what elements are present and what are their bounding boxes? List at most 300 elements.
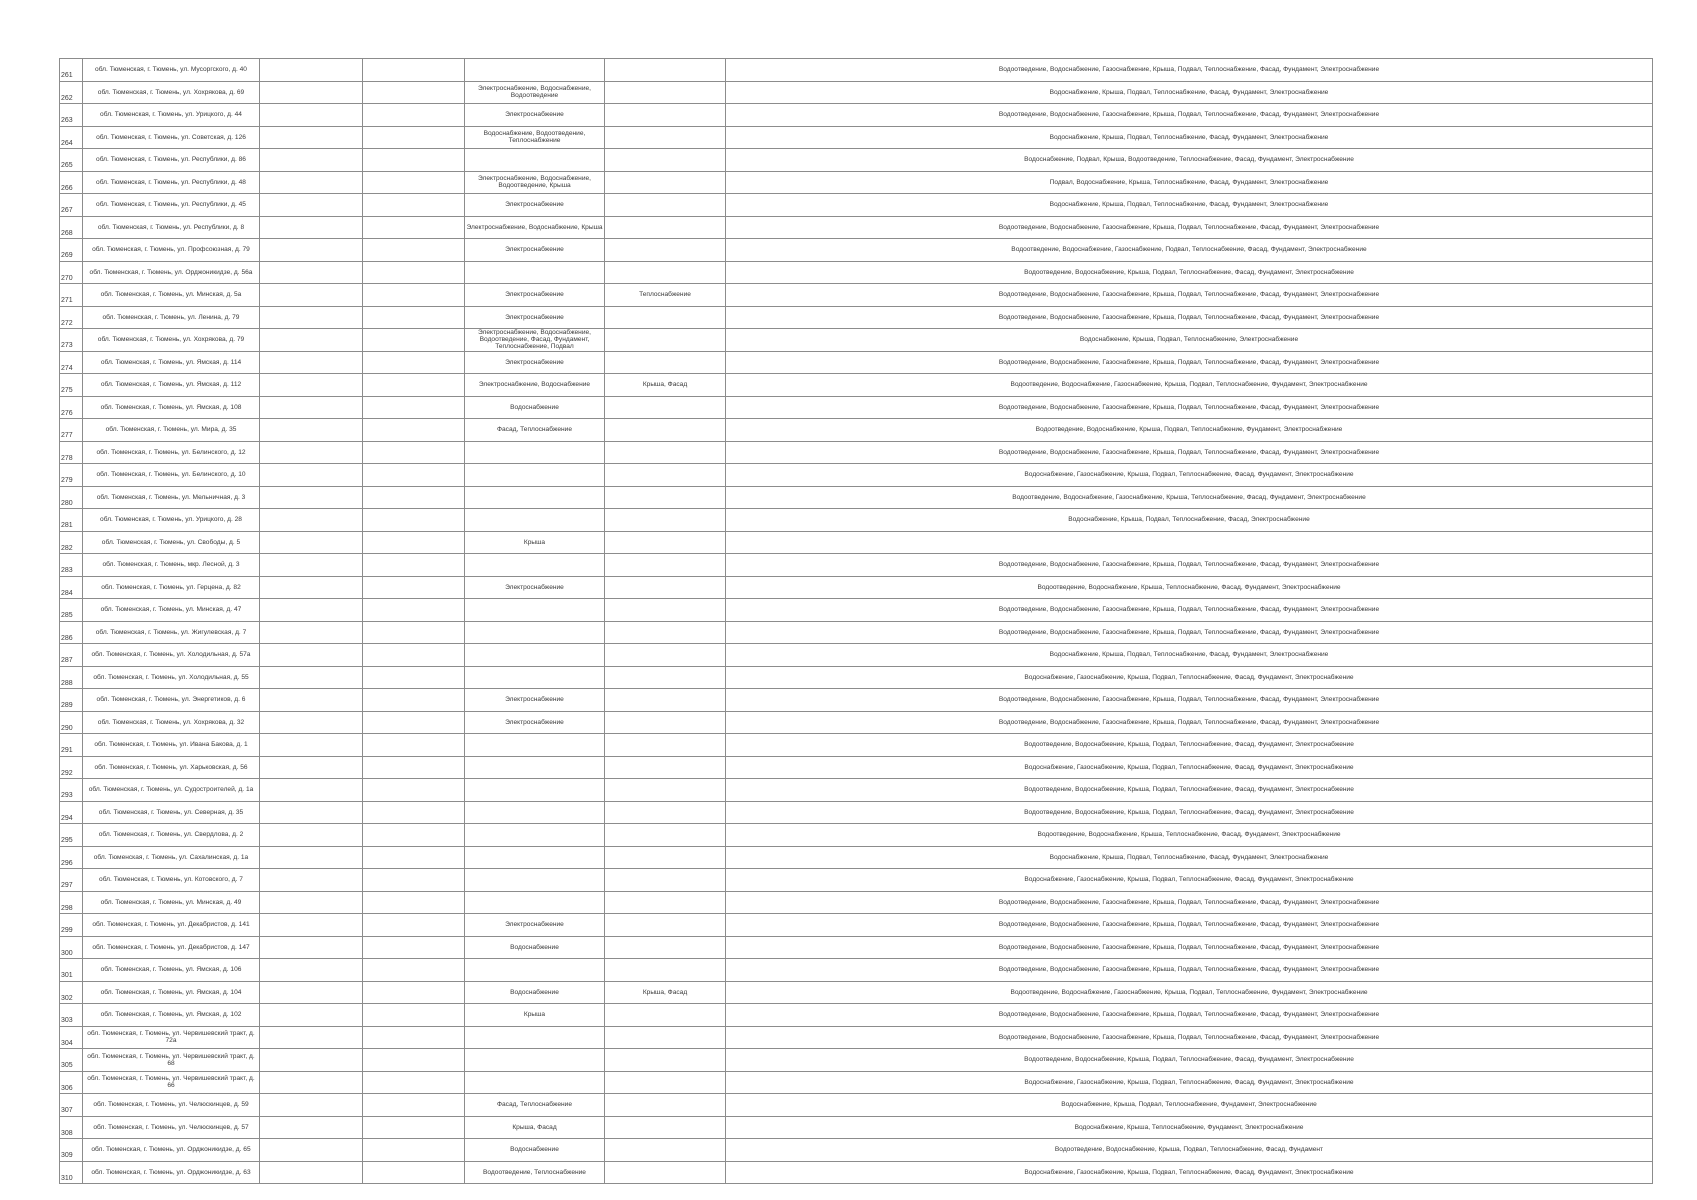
work-types-cell: Водоотведение, Водоснабжение, Крыша, Подвал, Теплоснабжение, Фасад, Фундамент, Электроснабжение — [726, 734, 1653, 757]
address-cell: обл. Тюменская, г. Тюмень, ул. Червишевский тракт, д. 72а — [83, 1026, 260, 1049]
column-3-cell — [260, 981, 363, 1004]
table-row — [60, 599, 1653, 622]
work-types-cell: Водоснабжение, Газоснабжение, Крыша, Подвал, Теплоснабжение, Фасад, Фундамент, Электроснабжение — [726, 869, 1653, 892]
column-5-cell: Электроснабжение — [465, 239, 605, 262]
address-cell: обл. Тюменская, г. Тюмень, ул. Челюскинцев, д. 57 — [83, 1116, 260, 1139]
column-6-cell — [605, 306, 726, 329]
row-number-cell: 291 — [60, 734, 83, 757]
row-number-cell: 283 — [60, 554, 83, 577]
row-number-cell: 274 — [60, 351, 83, 374]
column-6-cell — [605, 261, 726, 284]
column-5-cell — [465, 824, 605, 847]
column-4-cell — [363, 306, 465, 329]
table-row — [60, 126, 1653, 149]
column-6-cell — [605, 81, 726, 104]
row-number-cell: 277 — [60, 419, 83, 442]
column-3-cell — [260, 261, 363, 284]
column-5-cell: Электроснабжение, Водоснабжение — [465, 374, 605, 397]
column-4-cell — [363, 1049, 465, 1072]
column-4-cell — [363, 149, 465, 172]
table-row — [60, 239, 1653, 262]
row-number-cell: 293 — [60, 779, 83, 802]
column-6-cell — [605, 711, 726, 734]
column-4-cell — [363, 419, 465, 442]
table-row — [60, 1116, 1653, 1139]
column-6-cell — [605, 576, 726, 599]
table-row — [60, 801, 1653, 824]
table-row — [60, 171, 1653, 194]
address-cell: обл. Тюменская, г. Тюмень, ул. Холодильная, д. 55 — [83, 666, 260, 689]
column-4-cell — [363, 284, 465, 307]
work-types-cell: Водоотведение, Водоснабжение, Газоснабжение, Крыша, Подвал, Теплоснабжение, Фасад, Фундамент, Электроснабжение — [726, 104, 1653, 127]
column-5-cell — [465, 779, 605, 802]
column-5-cell — [465, 756, 605, 779]
row-number-cell: 261 — [60, 59, 83, 82]
row-number-cell: 294 — [60, 801, 83, 824]
column-6-cell — [605, 891, 726, 914]
column-3-cell — [260, 576, 363, 599]
work-types-cell: Водоотведение, Водоснабжение, Газоснабжение, Подвал, Теплоснабжение, Фасад, Фундамент, Электроснабжение — [726, 239, 1653, 262]
row-number-cell: 264 — [60, 126, 83, 149]
row-number-cell: 302 — [60, 981, 83, 1004]
column-4-cell — [363, 734, 465, 757]
work-types-cell: Водоотведение, Водоснабжение, Газоснабжение, Крыша, Теплоснабжение, Фасад, Фундамент, Электроснабжение — [726, 486, 1653, 509]
address-cell: обл. Тюменская, г. Тюмень, ул. Ямская, д. 114 — [83, 351, 260, 374]
work-types-cell: Водоотведение, Водоснабжение, Газоснабжение, Крыша, Подвал, Теплоснабжение, Фасад, Фундамент, Электроснабжение — [726, 599, 1653, 622]
row-number-cell: 303 — [60, 1004, 83, 1027]
row-number-cell: 266 — [60, 171, 83, 194]
work-types-cell: Водоотведение, Водоснабжение, Крыша, Подвал, Теплоснабжение, Фасад, Фундамент, Электроснабжение — [726, 261, 1653, 284]
column-3-cell — [260, 869, 363, 892]
column-5-cell — [465, 59, 605, 82]
table-row — [60, 981, 1653, 1004]
work-types-cell: Водоснабжение, Крыша, Подвал, Теплоснабжение, Фундамент, Электроснабжение — [726, 1094, 1653, 1117]
column-5-cell: Электроснабжение — [465, 351, 605, 374]
column-4-cell — [363, 374, 465, 397]
column-4-cell — [363, 81, 465, 104]
row-number-cell: 305 — [60, 1049, 83, 1072]
column-3-cell — [260, 1139, 363, 1162]
work-types-cell: Водоотведение, Водоснабжение, Крыша, Подвал, Теплоснабжение, Фасад, Фундамент, Электроснабжение — [726, 801, 1653, 824]
table-row — [60, 779, 1653, 802]
column-4-cell — [363, 126, 465, 149]
column-3-cell — [260, 599, 363, 622]
table-row — [60, 891, 1653, 914]
work-types-cell: Водоотведение, Водоснабжение, Газоснабжение, Крыша, Подвал, Теплоснабжение, Фасад, Фундамент, Электроснабжение — [726, 936, 1653, 959]
column-5-cell: Водоснабжение — [465, 981, 605, 1004]
table-row — [60, 621, 1653, 644]
column-4-cell — [363, 1139, 465, 1162]
column-5-cell — [465, 1026, 605, 1049]
work-types-cell: Подвал, Водоснабжение, Крыша, Теплоснабжение, Фасад, Фундамент, Электроснабжение — [726, 171, 1653, 194]
column-5-cell: Электроснабжение — [465, 284, 605, 307]
column-6-cell — [605, 239, 726, 262]
column-4-cell — [363, 1071, 465, 1094]
row-number-cell: 265 — [60, 149, 83, 172]
column-4-cell — [363, 599, 465, 622]
column-4-cell — [363, 779, 465, 802]
work-types-cell: Водоотведение, Водоснабжение, Крыша, Теплоснабжение, Фасад, Фундамент, Электроснабжение — [726, 576, 1653, 599]
column-5-cell — [465, 486, 605, 509]
row-number-cell: 307 — [60, 1094, 83, 1117]
work-types-cell: Водоотведение, Водоснабжение, Газоснабжение, Крыша, Подвал, Теплоснабжение, Фундамент, Электроснабжение — [726, 981, 1653, 1004]
column-6-cell — [605, 464, 726, 487]
table-row — [60, 351, 1653, 374]
column-6-cell — [605, 419, 726, 442]
address-cell: обл. Тюменская, г. Тюмень, ул. Декабристов, д. 141 — [83, 914, 260, 937]
column-5-cell — [465, 149, 605, 172]
row-number-cell: 287 — [60, 644, 83, 667]
address-cell: обл. Тюменская, г. Тюмень, ул. Хохрякова, д. 32 — [83, 711, 260, 734]
column-5-cell — [465, 1071, 605, 1094]
address-cell: обл. Тюменская, г. Тюмень, ул. Мусоргского, д. 40 — [83, 59, 260, 82]
column-4-cell — [363, 239, 465, 262]
repair-table — [59, 58, 1653, 1184]
address-cell: обл. Тюменская, г. Тюмень, ул. Холодильная, д. 57а — [83, 644, 260, 667]
row-number-cell: 292 — [60, 756, 83, 779]
column-6-cell — [605, 644, 726, 667]
address-cell: обл. Тюменская, г. Тюмень, ул. Жигулевская, д. 7 — [83, 621, 260, 644]
column-6-cell — [605, 756, 726, 779]
address-cell: обл. Тюменская, г. Тюмень, ул. Республики, д. 45 — [83, 194, 260, 217]
table-row — [60, 1049, 1653, 1072]
column-5-cell — [465, 509, 605, 532]
column-6-cell — [605, 959, 726, 982]
column-4-cell — [363, 171, 465, 194]
table-row — [60, 644, 1653, 667]
row-number-cell: 282 — [60, 531, 83, 554]
column-3-cell — [260, 374, 363, 397]
column-5-cell: Электроснабжение, Водоснабжение, Водоотведение, Крыша — [465, 171, 605, 194]
column-6-cell — [605, 104, 726, 127]
column-6-cell — [605, 1116, 726, 1139]
column-5-cell: Водоснабжение — [465, 1139, 605, 1162]
column-6-cell — [605, 779, 726, 802]
column-4-cell — [363, 666, 465, 689]
table-row — [60, 869, 1653, 892]
column-3-cell — [260, 1026, 363, 1049]
column-3-cell — [260, 666, 363, 689]
column-5-cell: Электроснабжение — [465, 689, 605, 712]
column-6-cell — [605, 666, 726, 689]
column-5-cell: Фасад, Теплоснабжение — [465, 419, 605, 442]
address-cell: обл. Тюменская, г. Тюмень, ул. Орджоникидзе, д. 65 — [83, 1139, 260, 1162]
address-cell: обл. Тюменская, г. Тюмень, ул. Минская, д. 47 — [83, 599, 260, 622]
table-row — [60, 666, 1653, 689]
column-4-cell — [363, 554, 465, 577]
row-number-cell: 306 — [60, 1071, 83, 1094]
column-6-cell — [605, 531, 726, 554]
column-5-cell — [465, 464, 605, 487]
row-number-cell: 272 — [60, 306, 83, 329]
work-types-cell: Водоснабжение, Крыша, Подвал, Теплоснабжение, Фасад, Фундамент, Электроснабжение — [726, 644, 1653, 667]
row-number-cell: 295 — [60, 824, 83, 847]
table-row — [60, 1161, 1653, 1184]
table-row — [60, 734, 1653, 757]
column-5-cell — [465, 441, 605, 464]
table-row — [60, 59, 1653, 82]
column-3-cell — [260, 149, 363, 172]
work-types-cell: Водоотведение, Водоснабжение, Газоснабжение, Крыша, Подвал, Теплоснабжение, Фасад, Фундамент, Электроснабжение — [726, 1026, 1653, 1049]
table-row — [60, 1139, 1653, 1162]
column-4-cell — [363, 1004, 465, 1027]
work-types-cell: Водоснабжение, Газоснабжение, Крыша, Подвал, Теплоснабжение, Фасад, Фундамент, Электроснабжение — [726, 756, 1653, 779]
column-6-cell — [605, 1004, 726, 1027]
row-number-cell: 304 — [60, 1026, 83, 1049]
column-6-cell — [605, 396, 726, 419]
work-types-cell: Водоснабжение, Крыша, Подвал, Теплоснабжение, Фасад, Фундамент, Электроснабжение — [726, 126, 1653, 149]
address-cell: обл. Тюменская, г. Тюмень, ул. Ленина, д. 79 — [83, 306, 260, 329]
row-number-cell: 281 — [60, 509, 83, 532]
row-number-cell: 290 — [60, 711, 83, 734]
address-cell: обл. Тюменская, г. Тюмень, ул. Республики, д. 86 — [83, 149, 260, 172]
work-types-cell: Водоотведение, Водоснабжение, Газоснабжение, Крыша, Подвал, Теплоснабжение, Фасад, Фундамент, Электроснабжение — [726, 306, 1653, 329]
column-6-cell — [605, 869, 726, 892]
address-cell: обл. Тюменская, г. Тюмень, ул. Декабристов, д. 147 — [83, 936, 260, 959]
column-4-cell — [363, 329, 465, 352]
column-5-cell: Электроснабжение, Водоснабжение, Крыша — [465, 216, 605, 239]
column-6-cell: Крыша, Фасад — [605, 374, 726, 397]
column-4-cell — [363, 1094, 465, 1117]
address-cell: обл. Тюменская, г. Тюмень, ул. Харьковская, д. 56 — [83, 756, 260, 779]
address-cell: обл. Тюменская, г. Тюмень, ул. Мира, д. 35 — [83, 419, 260, 442]
table-row — [60, 1026, 1653, 1049]
row-number-cell: 286 — [60, 621, 83, 644]
address-cell: обл. Тюменская, г. Тюмень, ул. Хохрякова, д. 79 — [83, 329, 260, 352]
column-6-cell: Крыша, Фасад — [605, 981, 726, 1004]
work-types-cell: Водоотведение, Водоснабжение, Газоснабжение, Крыша, Подвал, Теплоснабжение, Фасад, Фундамент, Электроснабжение — [726, 59, 1653, 82]
row-number-cell: 309 — [60, 1139, 83, 1162]
column-5-cell — [465, 891, 605, 914]
column-5-cell — [465, 869, 605, 892]
column-3-cell — [260, 711, 363, 734]
work-types-cell: Водоотведение, Водоснабжение, Крыша, Подвал, Теплоснабжение, Фундамент, Электроснабжение — [726, 419, 1653, 442]
column-3-cell — [260, 486, 363, 509]
row-number-cell: 301 — [60, 959, 83, 982]
work-types-cell: Водоотведение, Водоснабжение, Крыша, Теплоснабжение, Фасад, Фундамент, Электроснабжение — [726, 824, 1653, 847]
column-4-cell — [363, 216, 465, 239]
address-cell: обл. Тюменская, г. Тюмень, ул. Республики, д. 8 — [83, 216, 260, 239]
address-cell: обл. Тюменская, г. Тюмень, ул. Орджоникидзе, д. 63 — [83, 1161, 260, 1184]
table-row — [60, 374, 1653, 397]
column-5-cell: Электроснабжение — [465, 711, 605, 734]
row-number-cell: 276 — [60, 396, 83, 419]
address-cell: обл. Тюменская, г. Тюмень, ул. Белинского, д. 12 — [83, 441, 260, 464]
column-6-cell — [605, 846, 726, 869]
address-cell: обл. Тюменская, г. Тюмень, ул. Северная, д. 35 — [83, 801, 260, 824]
column-5-cell: Электроснабжение — [465, 576, 605, 599]
column-5-cell: Водоснабжение — [465, 936, 605, 959]
column-5-cell: Электроснабжение — [465, 914, 605, 937]
column-3-cell — [260, 1004, 363, 1027]
column-5-cell: Электроснабжение — [465, 104, 605, 127]
column-5-cell — [465, 644, 605, 667]
column-3-cell — [260, 239, 363, 262]
address-cell: обл. Тюменская, г. Тюмень, ул. Профсоюзная, д. 79 — [83, 239, 260, 262]
column-3-cell — [260, 824, 363, 847]
column-3-cell — [260, 216, 363, 239]
address-cell: обл. Тюменская, г. Тюмень, ул. Сахалинская, д. 1а — [83, 846, 260, 869]
table-row — [60, 554, 1653, 577]
table-row — [60, 689, 1653, 712]
column-6-cell — [605, 149, 726, 172]
work-types-cell: Водоснабжение, Крыша, Подвал, Теплоснабжение, Фасад, Фундамент, Электроснабжение — [726, 194, 1653, 217]
table-row — [60, 149, 1653, 172]
column-5-cell: Крыша, Фасад — [465, 1116, 605, 1139]
address-cell: обл. Тюменская, г. Тюмень, ул. Урицкого, д. 44 — [83, 104, 260, 127]
column-4-cell — [363, 59, 465, 82]
column-6-cell — [605, 1161, 726, 1184]
column-4-cell — [363, 464, 465, 487]
column-3-cell — [260, 756, 363, 779]
work-types-cell — [726, 531, 1653, 554]
work-types-cell: Водоотведение, Водоснабжение, Газоснабжение, Крыша, Подвал, Теплоснабжение, Фасад, Фундамент, Электроснабжение — [726, 621, 1653, 644]
work-types-cell: Водоотведение, Водоснабжение, Газоснабжение, Крыша, Подвал, Теплоснабжение, Фасад, Фундамент, Электроснабжение — [726, 914, 1653, 937]
column-3-cell — [260, 396, 363, 419]
address-cell: обл. Тюменская, г. Тюмень, мкр. Лесной, д. 3 — [83, 554, 260, 577]
column-3-cell — [260, 846, 363, 869]
row-number-cell: 263 — [60, 104, 83, 127]
column-5-cell: Водоотведение, Теплоснабжение — [465, 1161, 605, 1184]
column-3-cell — [260, 779, 363, 802]
column-6-cell — [605, 486, 726, 509]
work-types-cell: Водоотведение, Водоснабжение, Крыша, Подвал, Теплоснабжение, Фасад, Фундамент, Электроснабжение — [726, 1049, 1653, 1072]
work-types-cell: Водоснабжение, Подвал, Крыша, Водоотведение, Теплоснабжение, Фасад, Фундамент, Электроснабжение — [726, 149, 1653, 172]
table-row — [60, 509, 1653, 532]
work-types-cell: Водоотведение, Водоснабжение, Газоснабжение, Крыша, Подвал, Теплоснабжение, Фасад, Фундамент, Электроснабжение — [726, 396, 1653, 419]
work-types-cell: Водоснабжение, Крыша, Подвал, Теплоснабжение, Электроснабжение — [726, 329, 1653, 352]
row-number-cell: 271 — [60, 284, 83, 307]
column-6-cell — [605, 599, 726, 622]
column-3-cell — [260, 1116, 363, 1139]
row-number-cell: 300 — [60, 936, 83, 959]
table-row — [60, 194, 1653, 217]
column-6-cell — [605, 621, 726, 644]
address-cell: обл. Тюменская, г. Тюмень, ул. Ямская, д. 108 — [83, 396, 260, 419]
address-cell: обл. Тюменская, г. Тюмень, ул. Ямская, д. 102 — [83, 1004, 260, 1027]
column-4-cell — [363, 576, 465, 599]
work-types-cell: Водоотведение, Водоснабжение, Газоснабжение, Крыша, Подвал, Теплоснабжение, Фасад, Фундамент, Электроснабжение — [726, 1004, 1653, 1027]
address-cell: обл. Тюменская, г. Тюмень, ул. Челюскинцев, д. 59 — [83, 1094, 260, 1117]
column-5-cell — [465, 554, 605, 577]
row-number-cell: 279 — [60, 464, 83, 487]
address-cell: обл. Тюменская, г. Тюмень, ул. Свердлова, д. 2 — [83, 824, 260, 847]
address-cell: обл. Тюменская, г. Тюмень, ул. Энергетиков, д. 6 — [83, 689, 260, 712]
address-cell: обл. Тюменская, г. Тюмень, ул. Хохрякова, д. 69 — [83, 81, 260, 104]
column-5-cell: Водоснабжение, Водоотведение, Теплоснабжение — [465, 126, 605, 149]
address-cell: обл. Тюменская, г. Тюмень, ул. Червишевский тракт, д. 66 — [83, 1071, 260, 1094]
row-number-cell: 310 — [60, 1161, 83, 1184]
column-4-cell — [363, 869, 465, 892]
row-number-cell: 262 — [60, 81, 83, 104]
column-3-cell — [260, 801, 363, 824]
work-types-cell: Водоотведение, Водоснабжение, Крыша, Подвал, Теплоснабжение, Фасад, Фундамент — [726, 1139, 1653, 1162]
column-4-cell — [363, 914, 465, 937]
column-3-cell — [260, 1071, 363, 1094]
address-cell: обл. Тюменская, г. Тюмень, ул. Мельничная, д. 3 — [83, 486, 260, 509]
table-row — [60, 81, 1653, 104]
column-5-cell — [465, 261, 605, 284]
table-row — [60, 1071, 1653, 1094]
address-cell: обл. Тюменская, г. Тюмень, ул. Ямская, д. 104 — [83, 981, 260, 1004]
column-3-cell — [260, 959, 363, 982]
column-3-cell — [260, 1049, 363, 1072]
table-row — [60, 531, 1653, 554]
column-3-cell — [260, 351, 363, 374]
column-3-cell — [260, 936, 363, 959]
table-row — [60, 284, 1653, 307]
work-types-cell: Водоотведение, Водоснабжение, Газоснабжение, Крыша, Подвал, Теплоснабжение, Фундамент, Электроснабжение — [726, 374, 1653, 397]
column-6-cell — [605, 509, 726, 532]
work-types-cell: Водоснабжение, Газоснабжение, Крыша, Подвал, Теплоснабжение, Фасад, Фундамент, Электроснабжение — [726, 666, 1653, 689]
column-5-cell — [465, 734, 605, 757]
column-3-cell — [260, 329, 363, 352]
column-5-cell: Электроснабжение, Водоснабжение, Водоотведение — [465, 81, 605, 104]
column-6-cell — [605, 329, 726, 352]
column-6-cell — [605, 126, 726, 149]
address-cell: обл. Тюменская, г. Тюмень, ул. Герцена, д. 82 — [83, 576, 260, 599]
column-3-cell — [260, 306, 363, 329]
column-3-cell — [260, 554, 363, 577]
column-6-cell — [605, 1139, 726, 1162]
address-cell: обл. Тюменская, г. Тюмень, ул. Минская, д. 5а — [83, 284, 260, 307]
address-cell: обл. Тюменская, г. Тюмень, ул. Ямская, д. 112 — [83, 374, 260, 397]
column-3-cell — [260, 126, 363, 149]
column-5-cell — [465, 801, 605, 824]
work-types-cell: Водоснабжение, Газоснабжение, Крыша, Подвал, Теплоснабжение, Фасад, Фундамент, Электроснабжение — [726, 1161, 1653, 1184]
table-row — [60, 846, 1653, 869]
column-3-cell — [260, 1161, 363, 1184]
column-6-cell — [605, 1094, 726, 1117]
work-types-cell: Водоснабжение, Газоснабжение, Крыша, Подвал, Теплоснабжение, Фасад, Фундамент, Электроснабжение — [726, 1071, 1653, 1094]
address-cell: обл. Тюменская, г. Тюмень, ул. Червишевский тракт, д. 68 — [83, 1049, 260, 1072]
column-4-cell — [363, 846, 465, 869]
column-3-cell — [260, 621, 363, 644]
row-number-cell: 280 — [60, 486, 83, 509]
work-types-cell: Водоотведение, Водоснабжение, Газоснабжение, Крыша, Подвал, Теплоснабжение, Фасад, Фундамент, Электроснабжение — [726, 554, 1653, 577]
column-4-cell — [363, 981, 465, 1004]
table-row — [60, 216, 1653, 239]
table-row — [60, 419, 1653, 442]
column-4-cell — [363, 486, 465, 509]
row-number-cell: 296 — [60, 846, 83, 869]
row-number-cell: 288 — [60, 666, 83, 689]
address-cell: обл. Тюменская, г. Тюмень, ул. Орджоникидзе, д. 56а — [83, 261, 260, 284]
work-types-cell: Водоотведение, Водоснабжение, Газоснабжение, Крыша, Подвал, Теплоснабжение, Фасад, Фундамент, Электроснабжение — [726, 959, 1653, 982]
column-6-cell — [605, 554, 726, 577]
column-6-cell — [605, 441, 726, 464]
column-5-cell — [465, 1049, 605, 1072]
column-4-cell — [363, 644, 465, 667]
address-cell: обл. Тюменская, г. Тюмень, ул. Ивана Бакова, д. 1 — [83, 734, 260, 757]
row-number-cell: 269 — [60, 239, 83, 262]
column-3-cell — [260, 171, 363, 194]
column-4-cell — [363, 936, 465, 959]
column-5-cell: Фасад, Теплоснабжение — [465, 1094, 605, 1117]
column-6-cell — [605, 1026, 726, 1049]
column-4-cell — [363, 351, 465, 374]
column-4-cell — [363, 824, 465, 847]
row-number-cell: 284 — [60, 576, 83, 599]
address-cell: обл. Тюменская, г. Тюмень, ул. Котовского, д. 7 — [83, 869, 260, 892]
table-row — [60, 464, 1653, 487]
column-4-cell — [363, 261, 465, 284]
row-number-cell: 268 — [60, 216, 83, 239]
table-row — [60, 396, 1653, 419]
address-cell: обл. Тюменская, г. Тюмень, ул. Ямская, д. 106 — [83, 959, 260, 982]
work-types-cell: Водоснабжение, Крыша, Подвал, Теплоснабжение, Фасад, Фундамент, Электроснабжение — [726, 846, 1653, 869]
table-row — [60, 711, 1653, 734]
